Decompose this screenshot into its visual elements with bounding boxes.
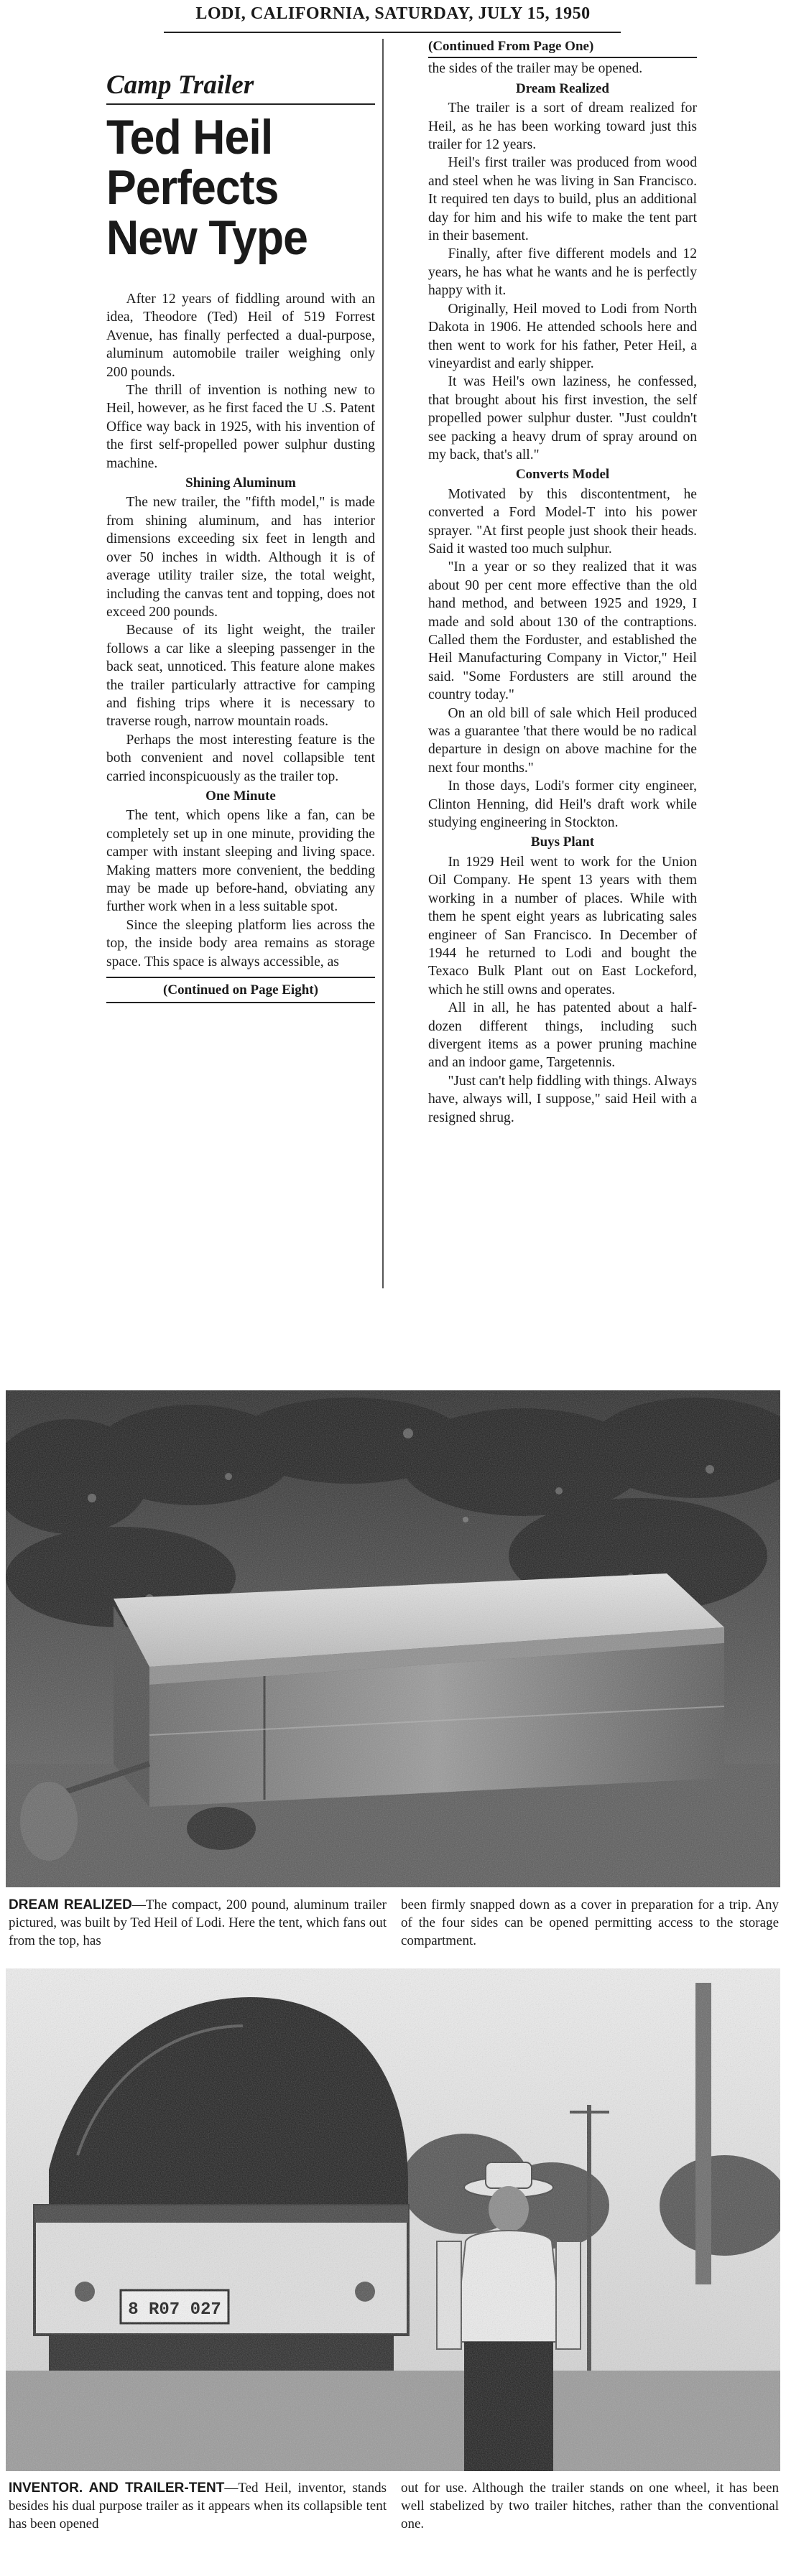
right-column xyxy=(428,36,697,1127)
article-paragraph: It was Heil's own laziness, he confessed, that brought about his first investion, the self propelled power sulphur duster. "Just couldn't see packing a heavy drum of spray around on my back, that's all." xyxy=(428,374,697,462)
inventor-trailer-tent-photo xyxy=(6,1968,780,2471)
kicker: Camp Trailer xyxy=(106,70,254,100)
article-paragraph: After 12 years of fiddling around with an idea, Theodore (Ted) Heil of 519 Forrest Avenue, has finally perfected a dual-purpose, aluminum automobile trailer weighing only 200 pounds. xyxy=(106,292,375,380)
trailer-closed-photo xyxy=(6,1390,780,1887)
dateline: LODI, CALIFORNIA, SATURDAY, JULY 15, 1950 xyxy=(195,4,591,23)
headline: Ted Heil Perfects New Type xyxy=(106,110,308,265)
subhead: Dream Realized xyxy=(516,80,609,96)
jump-from-line: (Continued From Page One) xyxy=(428,36,697,58)
column-divider xyxy=(382,39,384,1288)
jump-line: (Continued on Page Eight) xyxy=(106,977,375,1003)
article-paragraph: "In a year or so they realized that it was about 90 per cent more effective than the old hand method, and between 1925 and 1929, I made and sold about 130 of the contraptions. Called them the Forduster, and established the Heil Manufacturing Company in Victor," Heil said. "Some Fordusters are still around the country today." xyxy=(428,559,697,703)
photo1-caption-right: been firmly snapped down as a cover in preparation for a trip. Any of the four sides can be opened permitting access to the storage compartment. xyxy=(401,1897,779,1948)
article-paragraph: The tent, which opens like a fan, can be completely set up in one minute, providing the camper with instant sleeping and living space. Making matters more convenient, the bedding may be made up before-hand, obviating any further work when in a less suitable spot. xyxy=(106,808,375,915)
article-paragraph: Heil's first trailer was produced from wood and steel when he was living in San Francisco. It required ten days to build, plus an additional day for him and his wife to make the tent part in their basement. xyxy=(428,155,697,244)
article-paragraph: "Just can't help fiddling with things. Always have, always will, I suppose," said Heil with a resigned shrug. xyxy=(428,1073,697,1125)
article-paragraph: In 1929 Heil went to work for the Union Oil Company. He spent 13 years with them working in a number of places. While with them he spent eight years as lubricating sales engineer of San Francisco. In December of 1944 he returned to Lodi and bought the Texaco Bulk Plant out on East Lockeford, which he still owns and operates. xyxy=(428,854,697,998)
article-paragraph: Finally, after five different models and 12 years, he has what he wants and he is perfectly happy with it. xyxy=(428,246,697,299)
article-paragraph: Perhaps the most interesting feature is the both convenient and novel collapsible tent carried inconspicuously as the trailer top. xyxy=(106,732,375,784)
article-paragraph: On an old bill of sale which Heil produced was a guarantee 'that there would be no radical departure in design on above machine for the next four months." xyxy=(428,705,697,776)
article-paragraph: The thrill of invention is nothing new to Heil, however, as he first faced the U .S. Patent Office way back in 1925, with his invention of the first self-propelled power sulphur dusting machine. xyxy=(106,383,375,471)
inventor-trailer-tent-image xyxy=(6,1968,780,2471)
caption-text: —Ted Heil, inventor, stands besides his dual purpose trailer as it appears when its collapsible tent has been opened xyxy=(9,2480,387,2531)
photo1-caption-left xyxy=(9,1896,387,1950)
subhead: Buys Plant xyxy=(530,834,595,850)
left-column xyxy=(106,70,375,1003)
article-paragraph: Because of its light weight, the trailer follows a car like a sleeping passenger in the back seat, unnoticed. This feature alone makes the trailer particularly attractive for camping and fishing trips where it is necessary to traverse rough, narrow mountain roads. xyxy=(106,623,375,730)
article-paragraph: the sides of the trailer may be opened. xyxy=(428,61,643,77)
caption-lead: INVENTOR. AND TRAILER-TENT xyxy=(9,2480,225,2496)
subhead: Shining Aluminum xyxy=(185,475,296,491)
kicker-rule xyxy=(106,103,375,105)
article-paragraph: Since the sleeping platform lies across the top, the inside body area remains as storage space. This space is always accessible, as xyxy=(106,917,375,970)
caption-text: —The compact, 200 pound, aluminum trailer pictured, was built by Ted Heil of Lodi. Here the tent, which fans out from the top, has xyxy=(9,1897,387,1948)
subhead: Converts Model xyxy=(515,467,610,483)
photo2-caption-right: out for use. Although the trailer stands on one wheel, it has been well stabelized by two trailer hitches, rather than the conventional one. xyxy=(401,2480,779,2531)
article-paragraph: In those days, Lodi's former city engineer, Clinton Henning, did Heil's draft work while studying engineering in Stockton. xyxy=(428,778,697,831)
article-paragraph: The new trailer, the "fifth model," is made from shining aluminum, and has interior dimensions exceeding six feet in length and over 50 inches in width. Although it is of average utility trailer size, the total weight, including the canvas tent and topping, does not exceed 200 pounds. xyxy=(106,495,375,620)
article-paragraph: The trailer is a sort of dream realized for Heil, as he has been working toward just this trailer for 12 years. xyxy=(428,101,697,153)
article-paragraph: All in all, he has patented about a half-dozen different things, including such divergent items as a power pruning machine and an indoor game, Targetennis. xyxy=(428,1000,697,1071)
caption-lead: DREAM REALIZED xyxy=(9,1897,132,1912)
trailer-closed-image xyxy=(6,1390,780,1887)
article-paragraph: Motivated by this discontentment, he converted a Ford Model-T into his power sprayer. "At first people just shook their heads. Said it wasted too much sulphur. xyxy=(428,486,697,557)
subhead: One Minute xyxy=(205,788,276,804)
article-paragraph: Originally, Heil moved to Lodi from North Dakota in 1906. He attended schools here and then went to work for his father, Peter Heil, a vineyardist and early shipper. xyxy=(428,301,697,371)
dateline-rule xyxy=(164,32,621,33)
photo2-caption-left xyxy=(9,2479,387,2533)
